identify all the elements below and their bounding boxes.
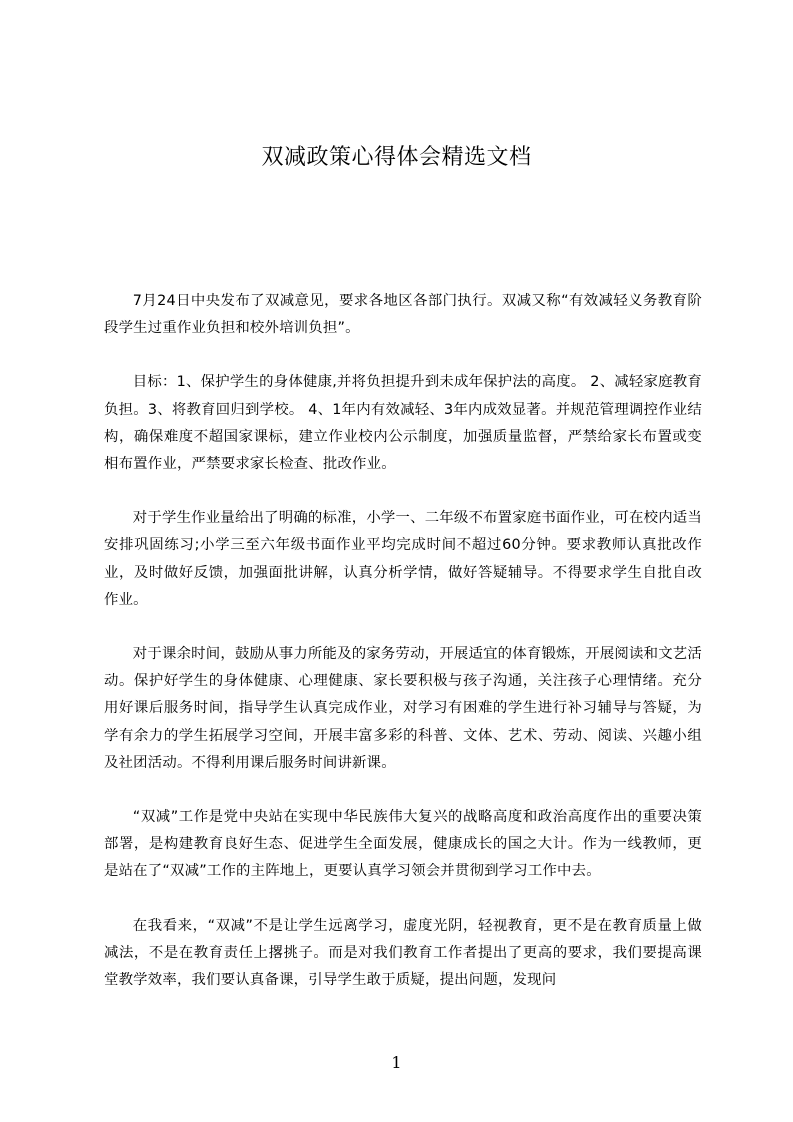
paragraph-5: “双减”工作是党中央站在实现中华民族伟大复兴的战略高度和政治高度作出的重要决策部署，是构建教育良好生态、促进学生全面发展，健康成长的国之大计。作为一线教师，更是站在了“双减”工作的主阵地上，更要认真学习领会并贯彻到学习工作中去。	[104, 809, 702, 880]
paragraph-3: 对于学生作业量给出了明确的标准，小学一、二年级不布置家庭书面作业，可在校内适当安排巩固练习;小学三至六年级书面作业平均完成时间不超过60分钟。要求教师认真批改作业，及时做好反馈，加强面批讲解，认真分析学情，做好答疑辅导。不得要求学生自批自改作业。	[104, 510, 702, 608]
paragraph-2: 目标：1、保护学生的身体健康,并将负担提升到未成年保护法的高度。 2、减轻家庭教育负担。3、将教育回归到学校。 4、1年内有效减轻、3年内成效显著。并规范管理调控作业结构，确保难度不超国家课标，建立作业校内公示制度，加强质量监督，严禁给家长布置或变相布置作业，严禁要求家长检查、批改作业。	[104, 374, 702, 473]
page-number: 1	[391, 1053, 402, 1072]
document-title: 双减政策心得体会精选文档	[261, 145, 532, 170]
paragraph-4: 对于课余时间，鼓励从事力所能及的家务劳动，开展适宜的体育锻炼，开展阅读和文艺活动。保护好学生的身体健康、心理健康、家长要积极与孩子沟通，关注孩子心理情绪。充分用好课后服务时间，指导学生认真完成作业，对学习有困难的学生进行补习辅导与答疑，为学有余力的学生拓展学习空间，开展丰富多彩的科普、文体、艺术、劳动、阅读、兴趣小组及社团活动。不得利用课后服务时间讲新课。	[104, 646, 702, 771]
document-body	[104, 288, 702, 1018]
paragraph-6: 在我看来，“双减”不是让学生远离学习，虚度光阴，轻视教育，更不是在教育质量上做减法，不是在教育责任上撂挑子。而是对我们教育工作者提出了更高的要求，我们要提高课堂教学效率，我们要认真备课，引导学生敢于质疑，提出问题，发现问	[104, 917, 702, 989]
paragraph-1: 7月24日中央发布了双减意见，要求各地区各部门执行。双减又称“有效减轻义务教育阶段学生过重作业负担和校外培训负担”。	[104, 293, 702, 337]
